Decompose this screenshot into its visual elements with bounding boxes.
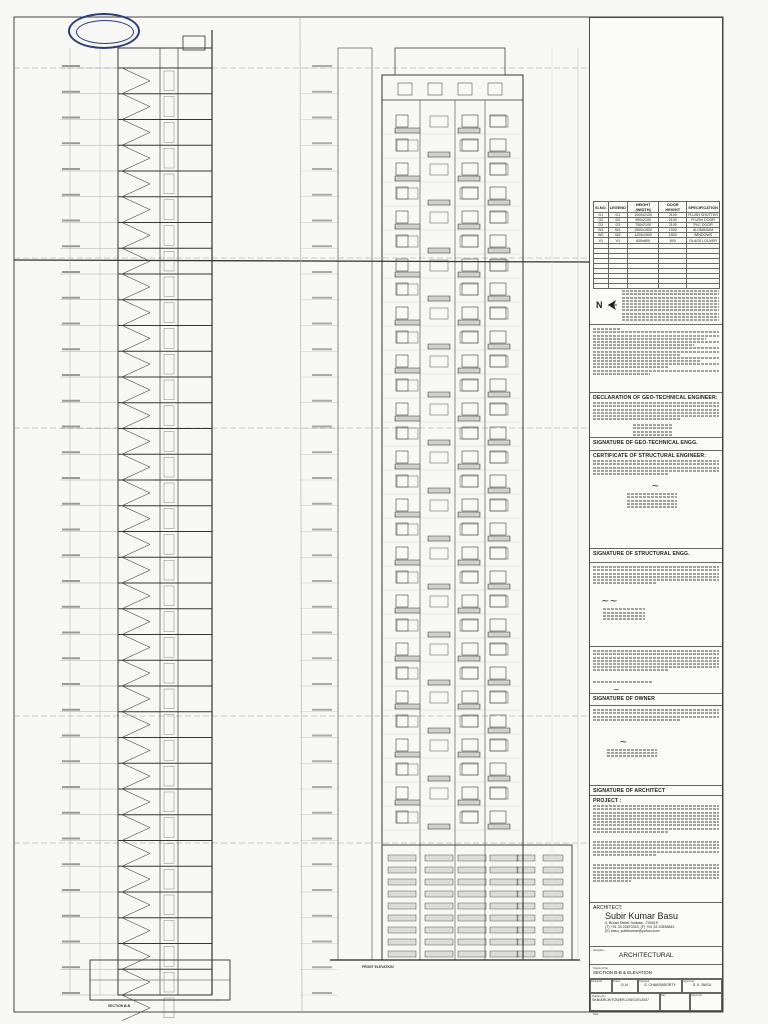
elevation-title: FRONT ELEVATION [362,965,394,969]
approval-stamp [68,13,140,49]
drawing-title-row [590,964,722,978]
structural-title: CERTIFICATE OF STRUCTURAL ENGINEER: [593,453,707,459]
rev-label: Rev. [661,994,667,997]
drawing-title: SECTION B-B & ELEVATION [593,970,652,976]
architect-email: (E) basu_subirkumar@yahoo.com [605,929,660,933]
drawing-number: SKB/ARCH/TOWER-1/SEC/ELE/07 [592,998,650,1003]
architect-signature: ~ [619,736,628,748]
drawn-by: D.N. [621,983,629,988]
owner-signature-label: SIGNATURE OF OWNER [593,696,655,702]
structural-engineer-signature: ~~ [601,596,618,608]
discipline: ARCHITECTURAL [619,952,674,960]
date-row [590,1010,722,1022]
structural-engineer-certificate [590,450,722,560]
architect-signature-label: SIGNATURE OF ARCHITECT [593,788,666,794]
legend-header-0: Sl.NO. [594,202,609,213]
drawing-number-row [590,992,722,1010]
project-block [590,795,722,902]
approved-label: Approved [683,980,695,983]
drawn-label: Drawn [613,980,621,983]
architect-address: 4, Broad Street, kolkata - 700019 [605,921,658,925]
approved-by: S. K. BASU [692,983,712,988]
architect-block [590,902,722,946]
architect-phone: (T) +91 33 22870333, (F) +91 33 22835843 [605,925,675,929]
legend-header-1: LEGEND [608,202,627,213]
checked-label: Checked [639,980,650,983]
architect-name: Subir Kumar Basu [605,911,679,921]
architect-declaration [590,705,722,785]
legend-header-3: DOOR HEIGHT [659,202,687,213]
structural-declaration [590,562,722,646]
table-row: V1 V1 600x600 600 GLASS LOUVER [594,238,720,243]
struct-sig-row [590,548,722,562]
geo-sig-row [590,437,722,451]
geo-tech-title: DECLARATION OF GEO-TECHNICAL ENGINEER: [593,395,718,401]
table-row: D2 D2 900x2100 2100 FLUSH DOOR [594,218,720,223]
drawing-title-label: Drawing Title [593,967,608,970]
geo-tech-stamp [633,424,673,436]
owner-sig-row [590,693,722,705]
general-notes [622,289,719,322]
owner-signature: ~ [613,684,620,694]
architect-heading: ARCHITECT: [593,905,623,911]
discipline-row: Discipline ARCHITECTURAL [590,946,722,964]
north-label: N [596,300,603,310]
legend-header-4: SPECIFICATION [687,202,720,213]
north-arrow [596,298,618,317]
sheet-label: Sheet No. [691,994,703,997]
structural-signature-label: SIGNATURE OF STRUCTURAL ENGG. [593,551,690,557]
legend-header-2: HEIGHT (WIDTH) [627,202,658,213]
checked-by: S. CHAKRABORTY [644,983,676,988]
structural-signature: ~ [651,480,660,492]
owner-declaration [590,646,722,694]
signoff-row [590,978,722,992]
project-label: PROJECT : [593,798,622,804]
drawing-no-label: Drawing No. [592,995,607,998]
title-panel [589,17,723,1016]
section-title: SECTION B-B [108,1004,131,1008]
geo-tech-signature-label: SIGNATURE OF GEO-TECHNICAL ENGG. [593,440,698,446]
architect-sig-row [590,785,722,795]
table-row: D3 D3 750x2100 2100 PVC DOOR [594,223,720,228]
date-label: Date [593,1013,599,1016]
table-row: W2 W2 1200x1500 1500 WINDOWS [594,233,720,238]
specification-notes [590,324,722,392]
door-window-legend-table [593,201,720,289]
table-row: D1 D1 1000x2100 2100 FLUSH SHUTTER [594,213,720,218]
table-row: W1 W1 1500x1500 1500 ALUMINIUM [594,228,720,233]
designed-label: Designed [591,980,602,983]
